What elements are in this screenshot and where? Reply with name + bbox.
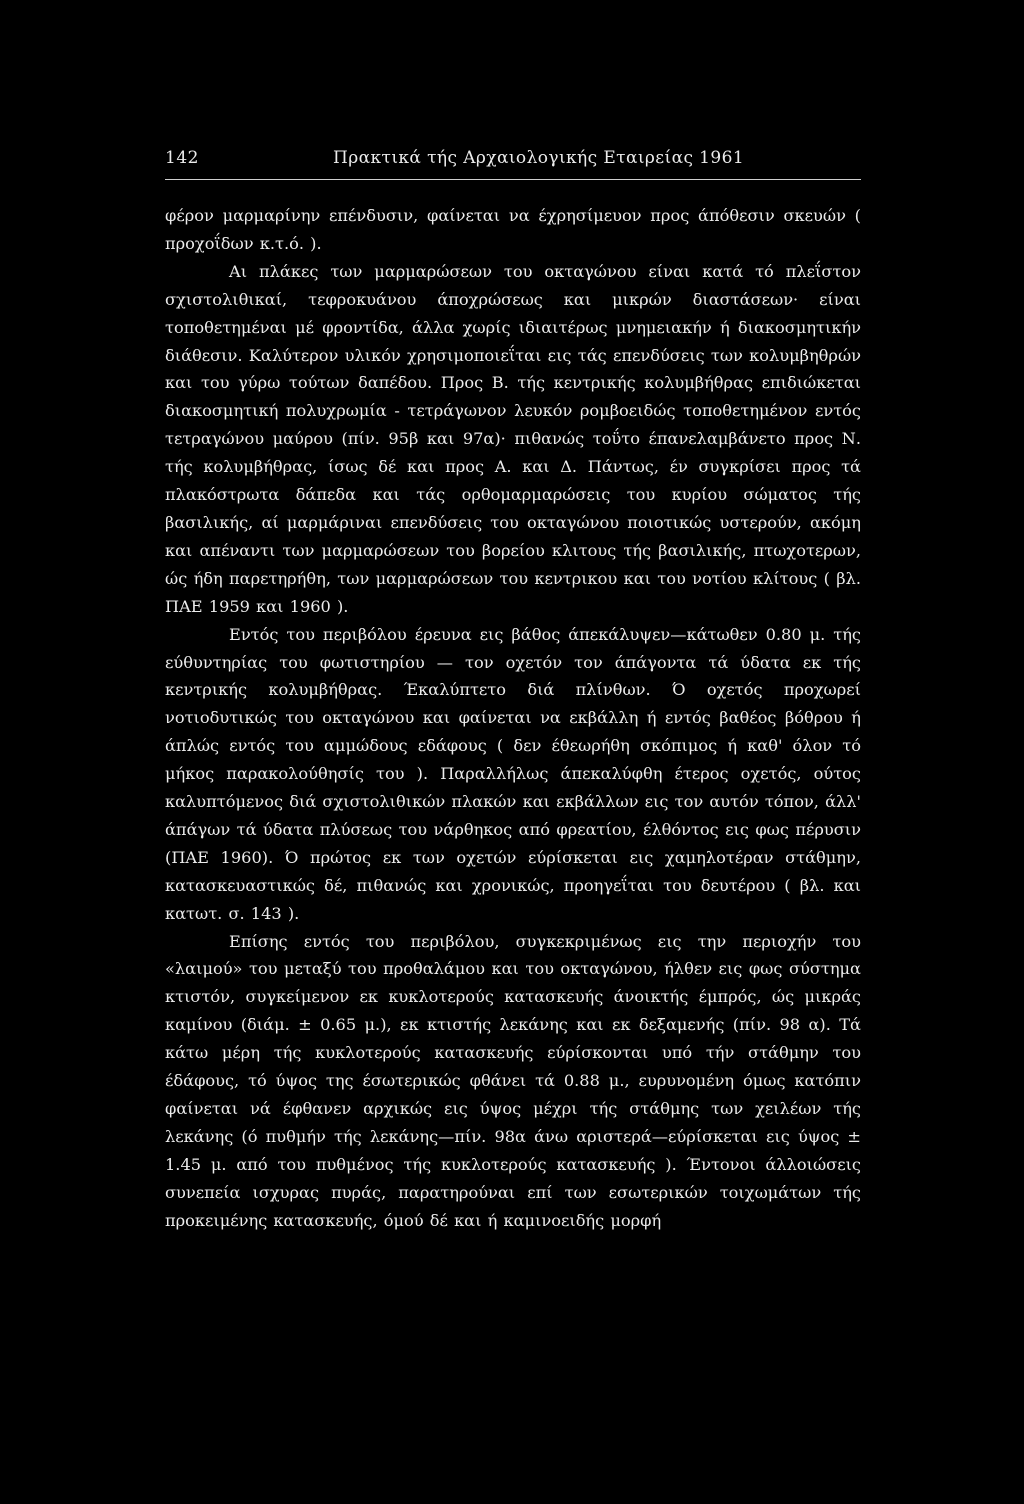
paragraph-kiln-structure: Επίσης εντός του περιβόλου, συγκεκριμένως εις την περιοχήν του «λαιμού» του μεταξύ του προθαλάμου και του οκταγώνου, ήλθεν εις φως σύστημα κτιστόν, συγκείμενον εκ κυκλοτερούς κατασκευής άνοικτής έμπρός, ώς μικράς καμίνου (διάμ. ± 0.65 μ.), εκ κτιστής λεκάνης και εκ δεξαμενής (πίν. 98 α). Τά κάτω μέρη τής κυκλοτερούς κατασκευής εύρίσκονται υπό τήν στάθμην του έδάφους, τό ύψος της έσωτερικώς φθάνει τά 0.88 μ., ευρυνομένη όμως κατόπιν φαίνεται νά έφθανεν αρχικώς εις ύψος μέχρι τής στάθμης των χειλέων τής λεκάνης (ό πυθμήν τής λεκάνης—πίν. 98α άνω αριστερά—εύρίσκεται εις ύψος ± 1.45 μ. από του πυθμένος τής κυκλοτερούς κατασκευής ). Έντονοι άλλοιώσεις συνεπεία ισχυρας πυράς, παρατηρούναι επί των εσωτερικών τοιχωμάτων τής προκειμένης κατασκευής, όμού δέ και ή καμινοειδής μορφή	[165, 931, 861, 1230]
body-text	[165, 202, 861, 1235]
paragraph-marble-revetments: Αι πλάκες των μαρμαρώσεων του οκταγώνου είναι κατά τό πλεΐστον σχιστολιθικαί, τεφροκυάνου άποχρώσεως και μικρών διαστάσεων· είναι τοποθετημέναι μέ φροντίδα, άλλα χωρίς ιδιαιτέρως μνημειακήν ή διακοσμητικήν διάθεσιν. Καλύτερον υλικόν χρησιμοποιεΐται εις τάς επενδύσεις των κολυμβηθρών και του γύρω τούτων δαπέδου. Προς Β. τής κεντρικής κολυμβήθρας επιδιώκεται διακοσμητική πολυχρωμία - τετράγωνον λευκόν ρομβοειδώς τοποθετημένον εντός τετραγώνου μαύρου (πίν. 95β και 97α)· πιθανώς τοΰτο έπανελαμβάνετο προς Ν. τής κολυμβήθρας, ίσως δέ και προς Α. και Δ. Πάντως, έν συγκρίσει προς τά πλακόστρωτα δάπεδα και τάς ορθομαρμαρώσεις του κυρίου σώματος τής βασιλικής, αί μαρμάριναι επενδύσεις του οκταγώνου ποιοτικώς υστερούν, ακόμη και απέναντι των μαρμαρώσεων του βορείου κλιτους τής βασιλικής, πτωχοτερων, ώς ήδη παρετηρήθη, των μαρμαρώσεων του κεντρικου και του νοτίου κλίτους ( βλ. ΠΑΕ 1959 και 1960 ).	[165, 261, 861, 616]
paragraph-drainage-channels: Εντός του περιβόλου έρευνα εις βάθος άπεκάλυψεν—κάτωθεν 0.80 μ. τής εύθυντηρίας του φωτιστηρίου — τον οχετόν τον άπάγοντα τά ύδατα εκ τής κεντρικής κολυμβήθρας. Έκαλύπτετο διά πλίνθων. Ό οχετός προχωρεί νοτιοδυτικώς του οκταγώνου και φαίνεται να εκβάλλη ή εντός βαθέος βόθρου ή άπλώς εντός του αμμώδους εδάφους ( δεν έθεωρήθη σκόπιμος ή καθ' όλον τό μήκος παρακολούθησίς του ). Παραλλήλως άπεκαλύφθη έτερος οχετός, ούτος καλυπτόμενος διά σχιστολιθικών πλακών και εκβάλλων εις τον αυτόν τόπον, άλλ' άπάγων τά ύδατα πλύσεως του νάρθηκος από φρεατίου, έλθόντος εις φως πέρυσιν (ΠΑΕ 1960). Ό πρώτος εκ των οχετών εύρίσκεται εις χαμηλοτέραν στάθμην, κατασκευαστικώς δέ, πιθανώς και χρονικώς, προηγεΐται του δευτέρου ( βλ. και κατωτ. σ. 143 ).	[165, 624, 861, 923]
page-header	[165, 148, 861, 172]
header-rule	[165, 179, 861, 180]
paragraph-continuation: φέρον μαρμαρίνην επένδυσιν, φαίνεται να έχρησίμευον προς άπόθεσιν σκευών ( προχοΐδων κ.τ.ό. ).	[165, 206, 861, 253]
running-title: Πρακτικά τής Αρχαιολογικής Εταιρείας 1961	[333, 148, 745, 168]
page-number: 142	[165, 148, 199, 168]
